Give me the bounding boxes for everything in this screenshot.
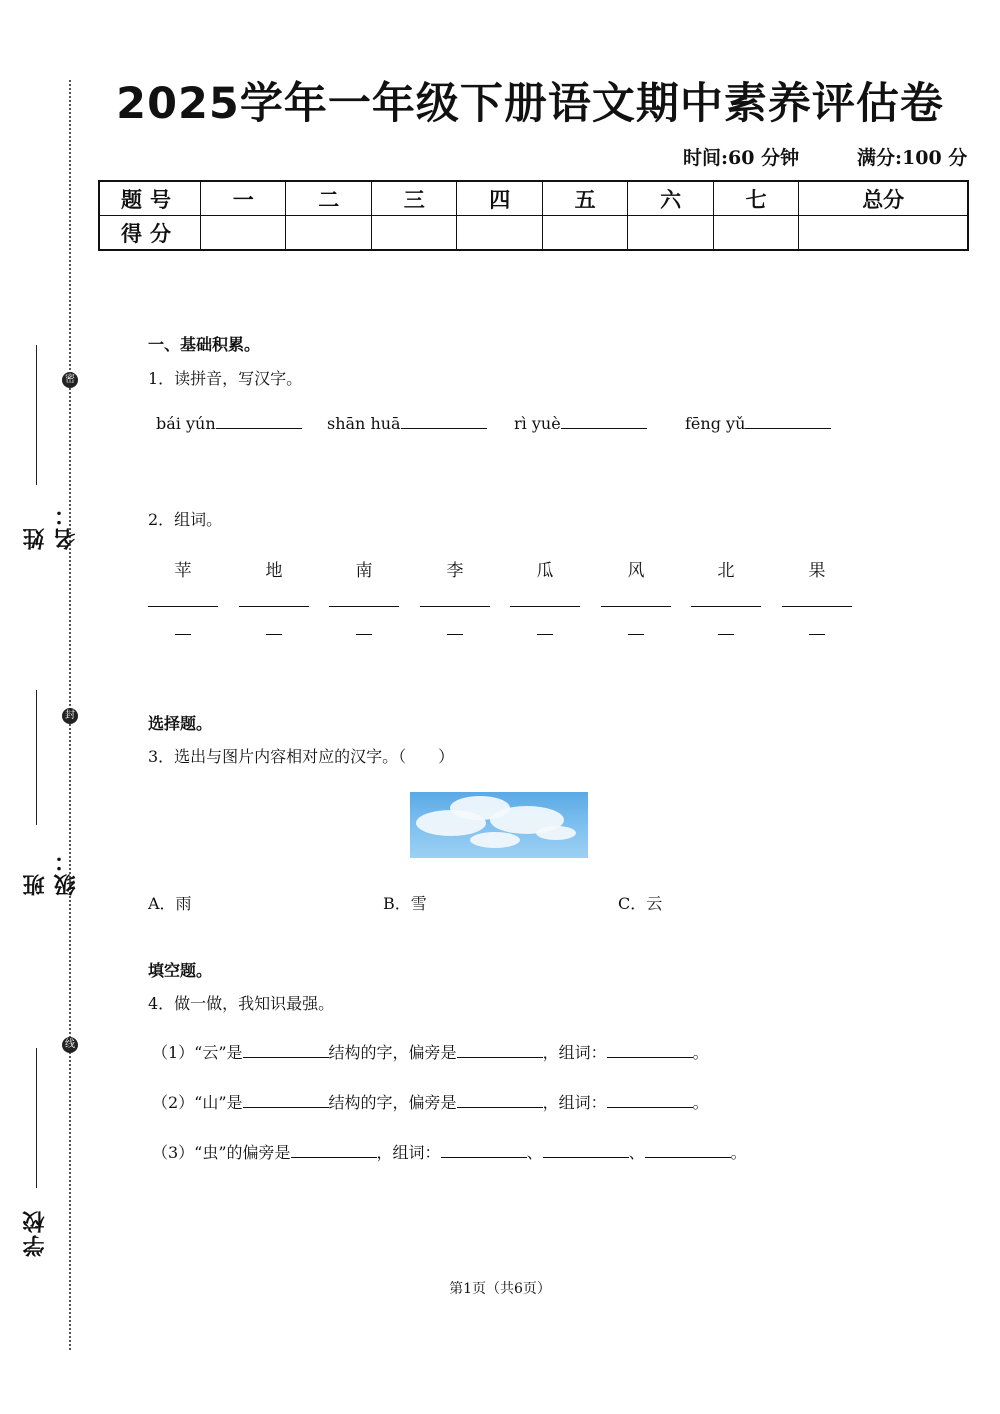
table-cell: 二 <box>286 181 371 216</box>
word-char: 李 <box>446 561 464 581</box>
section1-heading: 一、基础积累。 <box>148 335 261 354</box>
q4-text: 。 <box>692 1043 709 1062</box>
score-table-score-row <box>99 216 968 251</box>
page-footer: 第1页（共6页） <box>449 1281 551 1297</box>
q4-text: 。 <box>692 1093 709 1112</box>
section2-heading: 选择题。 <box>148 714 213 733</box>
q2-prompt: 2．组词。 <box>148 510 223 529</box>
pinyin-item <box>156 414 302 433</box>
q3-prompt: 3．选出与图片内容相对应的汉字。（ ） <box>148 747 455 766</box>
table-cell: 总分 <box>799 181 968 216</box>
answer-blank[interactable] <box>510 606 580 607</box>
word-char: 风 <box>627 561 645 581</box>
score-table <box>98 180 969 251</box>
q1-prompt: 1．读拼音，写汉字。 <box>148 369 303 388</box>
score-cell[interactable] <box>542 216 627 251</box>
q4-text: ，组词： <box>376 1143 441 1162</box>
pinyin-text: bái yún <box>156 414 216 433</box>
q4-text: ，组词： <box>542 1043 607 1062</box>
table-cell: 五 <box>542 181 627 216</box>
class-label: 班级： <box>23 848 79 896</box>
answer-blank[interactable] <box>329 606 399 607</box>
answer-blank[interactable] <box>216 427 302 429</box>
q4-item-1 <box>152 1040 709 1063</box>
cloud-shape <box>536 826 576 840</box>
answer-blank[interactable] <box>561 427 647 429</box>
pinyin-text: shān huā <box>327 414 401 433</box>
school-field-line[interactable] <box>36 1048 37 1188</box>
answer-blank[interactable] <box>457 1106 543 1108</box>
answer-blank[interactable] <box>537 634 553 635</box>
table-cell: 六 <box>628 181 713 216</box>
score-table-header-row <box>99 181 968 216</box>
answer-blank[interactable] <box>543 1156 629 1158</box>
answer-blank[interactable] <box>457 1056 543 1058</box>
word-char: 瓜 <box>536 561 554 581</box>
option-b[interactable]: B．雪 <box>383 894 427 913</box>
answer-blank[interactable] <box>148 606 218 607</box>
pinyin-item <box>514 414 647 433</box>
q4-text: （3）“虫”的偏旁是 <box>152 1143 291 1162</box>
pinyin-text: rì yuè <box>514 414 561 433</box>
word-char: 果 <box>808 561 826 581</box>
answer-blank[interactable] <box>628 634 644 635</box>
score-cell[interactable] <box>457 216 542 251</box>
word-char: 地 <box>265 561 283 581</box>
word-char: 苹 <box>174 561 192 581</box>
q4-text: 结构的字，偏旁是 <box>328 1043 457 1062</box>
table-cell: 三 <box>371 181 456 216</box>
answer-blank[interactable] <box>401 427 487 429</box>
class-field-line[interactable] <box>36 690 37 825</box>
word-char: 北 <box>717 561 735 581</box>
answer-blank[interactable] <box>239 606 309 607</box>
q4-item-3 <box>152 1140 747 1163</box>
exam-title: 2025学年一年级下册语文期中素养评估卷 <box>116 79 944 129</box>
score-cell[interactable] <box>799 216 968 251</box>
table-cell: 题号 <box>99 181 201 216</box>
answer-blank[interactable] <box>441 1156 527 1158</box>
pinyin-text: fēng yǔ <box>685 414 746 433</box>
q4-text: 、 <box>526 1143 543 1162</box>
pinyin-item <box>685 414 831 433</box>
table-cell: 一 <box>201 181 286 216</box>
cloud-shape <box>470 832 520 848</box>
score-cell[interactable] <box>371 216 456 251</box>
option-a[interactable]: A．雨 <box>148 894 192 913</box>
pinyin-item <box>327 414 487 433</box>
seal-char-feng: 封 <box>62 708 78 724</box>
q4-text: （1）“云”是 <box>152 1043 243 1062</box>
cloud-picture <box>410 792 588 858</box>
seal-char-mi: 密 <box>62 372 78 388</box>
answer-blank[interactable] <box>745 427 831 429</box>
score-cell[interactable] <box>286 216 371 251</box>
exam-time: 时间:60 分钟 <box>683 147 800 169</box>
answer-blank[interactable] <box>601 606 671 607</box>
score-cell[interactable] <box>628 216 713 251</box>
score-cell[interactable] <box>713 216 798 251</box>
option-c[interactable]: C．云 <box>618 894 663 913</box>
answer-blank[interactable] <box>243 1056 329 1058</box>
answer-blank[interactable] <box>175 634 191 635</box>
school-label: 学校 <box>23 1209 48 1257</box>
name-label: 姓名： <box>23 502 79 550</box>
answer-blank[interactable] <box>291 1156 377 1158</box>
answer-blank[interactable] <box>447 634 463 635</box>
table-cell: 得分 <box>99 216 201 251</box>
name-field-line[interactable] <box>36 345 37 485</box>
q4-text: 结构的字，偏旁是 <box>328 1093 457 1112</box>
q4-text: （2）“山”是 <box>152 1093 243 1112</box>
answer-blank[interactable] <box>718 634 734 635</box>
word-char: 南 <box>355 561 373 581</box>
q4-text: 、 <box>628 1143 645 1162</box>
answer-blank[interactable] <box>809 634 825 635</box>
answer-blank[interactable] <box>782 606 852 607</box>
q4-text: ，组词： <box>542 1093 607 1112</box>
seal-char-xian: 线 <box>62 1037 78 1053</box>
q4-item-2 <box>152 1090 709 1113</box>
answer-blank[interactable] <box>420 606 490 607</box>
answer-blank[interactable] <box>691 606 761 607</box>
answer-blank[interactable] <box>607 1106 693 1108</box>
table-cell: 四 <box>457 181 542 216</box>
q4-prompt: 4．做一做，我知识最强。 <box>148 994 335 1013</box>
answer-blank[interactable] <box>356 634 372 635</box>
answer-blank[interactable] <box>607 1056 693 1058</box>
answer-blank[interactable] <box>266 634 282 635</box>
section3-heading: 填空题。 <box>148 961 213 980</box>
answer-blank[interactable] <box>645 1156 731 1158</box>
answer-blank[interactable] <box>243 1106 329 1108</box>
q4-text: 。 <box>730 1143 747 1162</box>
full-score: 满分:100 分 <box>857 147 968 169</box>
score-cell[interactable] <box>201 216 286 251</box>
table-cell: 七 <box>713 181 798 216</box>
